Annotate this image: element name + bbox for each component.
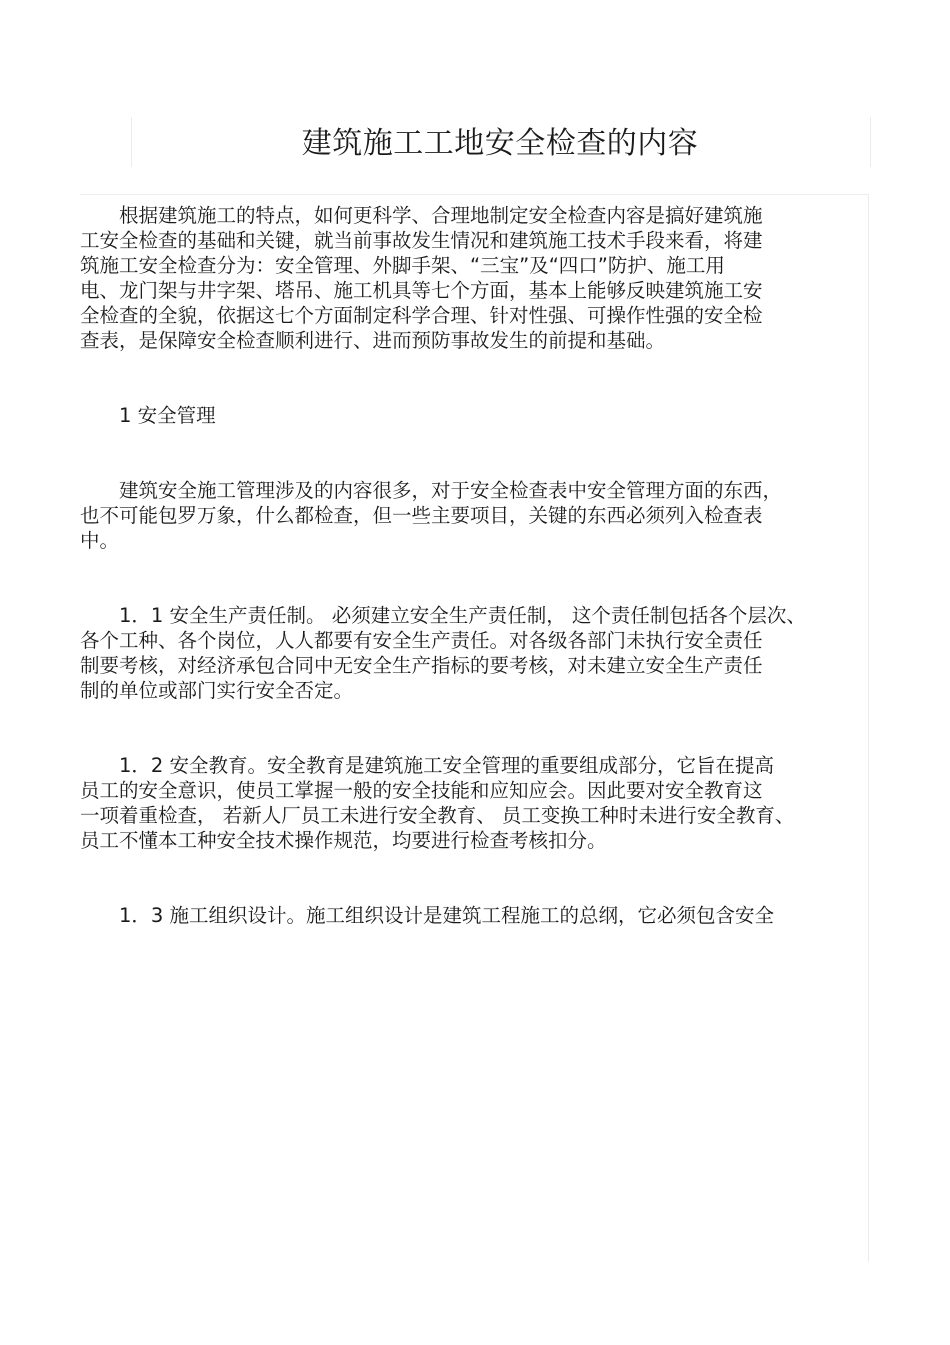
text-line: 一项着重检查， 若新人厂员工未进行安全教育、 员工变换工种时未进行安全教育、 <box>80 804 795 827</box>
text-line: 员工的安全意识，使员工掌握一般的安全技能和应知应会。因此要对安全教育这 <box>80 779 763 802</box>
text-line: 各个工种、各个岗位，人人都要有安全生产责任。对各级各部门未执行安全责任 <box>80 629 763 652</box>
section-heading: 1 安全管理 <box>80 404 216 427</box>
text-line: 中。 <box>80 529 120 552</box>
paragraph-1-2-education <box>80 753 822 853</box>
paragraph-1-3-construction-design <box>80 903 822 928</box>
title-divider <box>80 194 869 195</box>
paragraph-intro <box>80 203 822 353</box>
text-line: 根据建筑施工的特点，如何更科学、合理地制定安全检查内容是搞好建筑施 <box>80 204 763 227</box>
page-right-border <box>868 194 869 1262</box>
text-line: 也不可能包罗万象，什么都检查，但一些主要项目，关键的东西必须列入检查表 <box>80 504 763 527</box>
text-line: 1．3 施工组织设计。施工组织设计是建筑工程施工的总纲，它必须包含安全 <box>80 904 775 927</box>
section-heading-safety-management <box>80 403 822 428</box>
paragraph-management-scope <box>80 478 822 553</box>
document-body <box>80 203 822 928</box>
paragraph-1-1-responsibility <box>80 603 822 703</box>
text-line: 1．2 安全教育。安全教育是建筑施工安全管理的重要组成部分，它旨在提高 <box>80 754 775 777</box>
text-line: 建筑安全施工管理涉及的内容很多，对于安全检查表中安全管理方面的东西， <box>80 479 783 502</box>
text-line: 制要考核，对经济承包合同中无安全生产指标的要考核，对未建立安全生产责任 <box>80 654 763 677</box>
text-line: 工安全检查的基础和关键，就当前事故发生情况和建筑施工技术手段来看，将建 <box>80 229 763 252</box>
text-line: 查表，是保障安全检查顺利进行、进而预防事故发生的前提和基础。 <box>80 329 666 352</box>
text-line: 电、龙门架与井字架、塔吊、施工机具等七个方面，基本上能够反映建筑施工安 <box>80 279 763 302</box>
document-title: 建筑施工工地安全检查的内容 <box>301 126 699 161</box>
text-line: 制的单位或部门实行安全否定。 <box>80 679 354 702</box>
text-line: 全检查的全貌，依据这七个方面制定科学合理、针对性强、可操作性强的安全检 <box>80 304 763 327</box>
text-line: 筑施工安全检查分为：安全管理、外脚手架、“三宝”及“四口”防护、施工用 <box>80 254 725 277</box>
text-line: 员工不懂本工种安全技术操作规范，均要进行检查考核扣分。 <box>80 829 607 852</box>
text-line: 1．1 安全生产责任制。 必须建立安全生产责任制， 这个责任制包括各个层次、 <box>80 604 806 627</box>
